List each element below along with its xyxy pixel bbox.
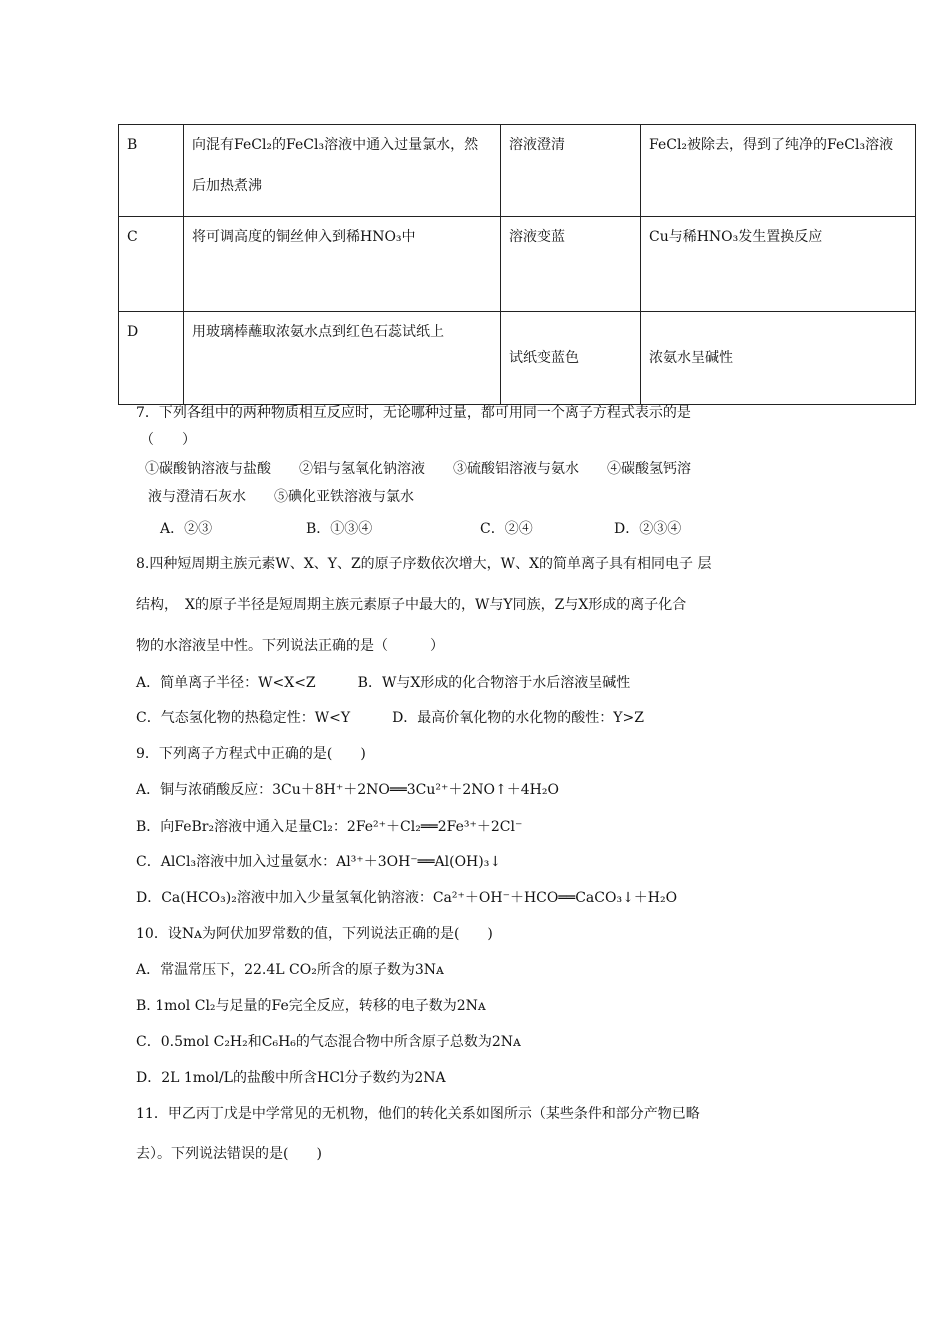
operation-cell: 用玻璃棒蘸取浓氨水点到红色石蕊试纸上 <box>184 312 501 405</box>
q7-stem: 7．下列各组中的两种物质相互反应时，无论哪种过量，都可用同一个离子方程式表示的是 <box>136 405 691 421</box>
row-label: B <box>119 125 184 217</box>
q10-option-c: C．0.5mol C₂H₂和C₆H₆的气态混合物中所含原子总数为2Nᴀ <box>136 1034 521 1050</box>
q9-stem: 9．下列离子方程式中正确的是( ) <box>136 746 366 762</box>
conclusion-cell: 浓氨水呈碱性 <box>641 312 916 405</box>
table-row <box>119 312 916 405</box>
q7-paren: （ ） <box>140 432 196 448</box>
phenomenon-cell: 溶液变蓝 <box>501 217 641 312</box>
q7-items: ①碳酸钠溶液与盐酸 ②铝与氢氧化钠溶液 ③硫酸铝溶液与氨水 ④碳酸氢钙溶 <box>145 461 691 477</box>
conclusion-cell: FeCl₂被除去，得到了纯净的FeCl₃溶液 <box>641 125 916 217</box>
q8-stem: 结构， X的原子半径是短周期主族元素原子中最大的，W与Y同族，Z与X形成的离子化合 <box>136 597 687 613</box>
q10-option-d: D．2L 1mol/L的盐酸中所含HCl分子数约为2NA <box>136 1070 446 1086</box>
operation-cell: 向混有FeCl₂的FeCl₃溶液中通入过量氯水，然后加热煮沸 <box>184 125 501 217</box>
conclusion-cell: Cu与稀HNO₃发生置换反应 <box>641 217 916 312</box>
row-label: C <box>119 217 184 312</box>
q7-items: 液与澄清石灰水 ⑤碘化亚铁溶液与氯水 <box>148 489 414 505</box>
table-row <box>119 217 916 312</box>
q11-stem: 去）。下列说法错误的是( ) <box>136 1146 322 1162</box>
q10-stem: 10．设Nᴀ为阿伏加罗常数的值，下列说法正确的是( ) <box>136 926 493 942</box>
q8-options-cd: C．气态氢化物的热稳定性：W<Y D．最高价氧化物的水化物的酸性：Y>Z <box>136 710 644 726</box>
q9-option-b: B．向FeBr₂溶液中通入足量Cl₂：2Fe²⁺＋Cl₂══2Fe³⁺＋2Cl⁻ <box>136 819 523 835</box>
operation-cell: 将可调高度的铜丝伸入到稀HNO₃中 <box>184 217 501 312</box>
q8-options-ab: A．简单离子半径：W<X<Z B．W与X形成的化合物溶于水后溶液呈碱性 <box>136 675 631 691</box>
option-b: B．①③④ <box>306 521 373 537</box>
q8-stem: 8.四种短周期主族元素W、X、Y、Z的原子序数依次增大，W、X的简单离子具有相同电子 层 <box>136 556 712 572</box>
q8-stem: 物的水溶液呈中性。下列说法正确的是（ ） <box>136 638 444 654</box>
option-a: A．②③ <box>160 521 213 537</box>
q7-options <box>160 519 681 539</box>
row-label: D <box>119 312 184 405</box>
q9-option-c: C．AlCl₃溶液中加入过量氨水：Al³⁺＋3OH⁻══Al(OH)₃↓ <box>136 854 502 870</box>
table-row <box>119 125 916 217</box>
experiment-table <box>118 124 916 405</box>
q11-stem: 11．甲乙丙丁戊是中学常见的无机物，他们的转化关系如图所示（某些条件和部分产物已略 <box>136 1106 700 1122</box>
q10-option-a: A．常温常压下，22.4L CO₂所含的原子数为3Nᴀ <box>136 962 444 978</box>
option-c: C．②④ <box>480 521 533 537</box>
phenomenon-cell: 溶液澄清 <box>501 125 641 217</box>
q9-option-d: D．Ca(HCO₃)₂溶液中加入少量氢氧化钠溶液：Ca²⁺＋OH⁻＋HCO══CaCO₃↓＋H₂O <box>136 890 678 906</box>
option-d: D．②③④ <box>614 521 682 537</box>
phenomenon-cell: 试纸变蓝色 <box>501 312 641 405</box>
q9-option-a: A．铜与浓硝酸反应：3Cu＋8H⁺＋2NO══3Cu²⁺＋2NO↑＋4H₂O <box>136 782 559 798</box>
q10-option-b: B. 1mol Cl₂与足量的Fe完全反应，转移的电子数为2Nᴀ <box>136 998 486 1014</box>
